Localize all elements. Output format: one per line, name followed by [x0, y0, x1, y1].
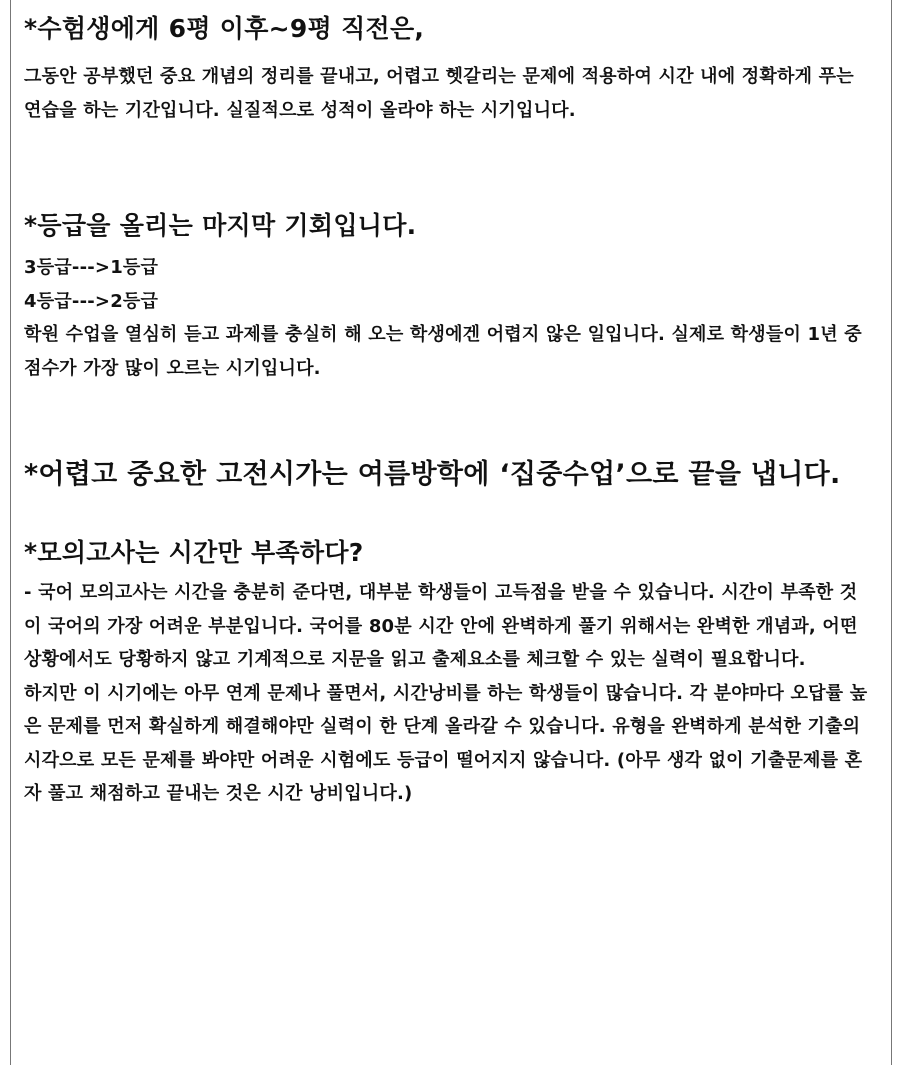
section-body: 하지만 이 시기에는 아무 연계 문제나 풀면서, 시간낭비를 하는 학생들이 많습니다. 각 분야마다 오답률 높은 문제를 먼저 확실하게 해결해야만 실력이 한 단계 올라갈 수 있습니다. 유형을 완벽하게 분석한 기출의 시각으로 모든 문제를 봐야만 어려운 시험에도 등급이 떨어지지 않습니다. (아무 생각 없이 기출문제를 혼자 풀고 채점하고 끝내는 것은 시간 낭비입니다.): [24, 682, 868, 804]
section-heading: *모의고사는 시간만 부족하다?: [24, 538, 364, 567]
section-last-chance: [24, 207, 874, 385]
section-heading: *수험생에게 6평 이후~9평 직전은,: [24, 14, 425, 43]
section-classical-poetry: [24, 451, 874, 498]
section-body: 학원 수업을 열심히 듣고 과제를 충실히 해 오는 학생에겐 어렵지 않은 일입니다. 실제로 학생들이 1년 중 점수가 가장 많이 오르는 시기입니다.: [24, 324, 862, 379]
section-heading: *어렵고 중요한 고전시가는 여름방학에 ‘집중수업’으로 끝을 냅니다.: [24, 459, 841, 490]
document-page: [10, 0, 892, 1065]
document-content: [24, 10, 874, 811]
grade-line: 4등급--->2등급: [24, 290, 159, 312]
section-body: - 국어 모의고사는 시간을 충분히 준다면, 대부분 학생들이 고득점을 받을 수 있습니다. 시간이 부족한 것이 국어의 가장 어려운 부분입니다. 국어를 80분 시간 안에 완벽하게 풀기 위해서는 완벽한 개념과, 어떤 상황에서도 당황하지 않고 기계적으로 지문을 읽고 출제요소를 체크할 수 있는 실력이 필요합니다.: [24, 582, 858, 670]
grade-line: 3등급--->1등급: [24, 257, 159, 278]
section-heading: *등급을 올리는 마지막 기회입니다.: [24, 211, 417, 240]
section-body: 그동안 공부했던 중요 개념의 정리를 끝내고, 어렵고 헷갈리는 문제에 적용하여 시간 내에 정확하게 푸는 연습을 하는 기간입니다. 실질적으로 성적이 올라야 하는 시기입니다.: [24, 66, 854, 121]
section-mock-exam: [24, 534, 874, 811]
section-exam-period: [24, 10, 874, 127]
